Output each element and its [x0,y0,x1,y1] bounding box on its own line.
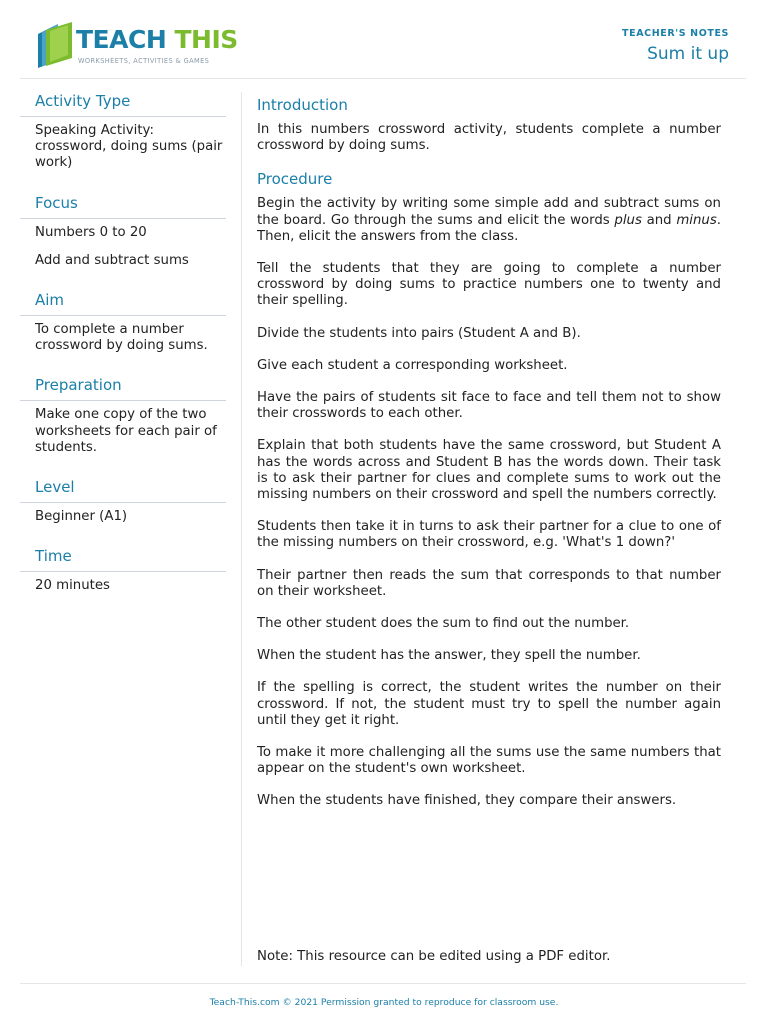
procedure-step: If the spelling is correct, the student writes the number on their crossword. If not, the student must try to spell the number again until they get it right. [257,680,721,728]
focus-item: Add and subtract sums [35,252,189,268]
aim-section [20,291,226,354]
footer-divider [20,983,746,984]
focus-item: Numbers 0 to 20 [35,224,147,240]
focus-list [20,219,226,269]
time-section [20,547,226,594]
logo-tagline: WORKSHEETS, ACTIVITIES & GAMES [78,57,210,65]
logo-wordmark: TEACH THIS [76,25,238,54]
activity-type-section [20,92,226,172]
procedure-step: When the student has the answer, they spell the number. [257,648,641,664]
level-text: Beginner (A1) [35,509,128,525]
time-text: 20 minutes [35,578,110,594]
activity-type-text: Speaking Activity: crossword, doing sums (pair work) [35,123,223,171]
preparation-text: Make one copy of the two worksheets for each pair of students. [35,407,217,455]
level-heading: Level [20,478,226,503]
book-logo-icon [36,22,76,68]
preparation-heading: Preparation [20,376,226,401]
column-divider [241,92,242,966]
pdf-editor-note: Note: This resource can be edited using a PDF editor. [257,949,611,964]
page-header [20,0,746,79]
procedure-step: Explain that both students have the same crossword, but Student A has the words across and Student B has the words down. Their task is to ask their partner for clues and complete sums to work out the missing numbers on their crossword and spell the numbers correctly. [257,438,721,503]
copyright-footer: Teach-This.com © 2021 Permission granted to reproduce for classroom use. [209,997,559,1008]
procedure-step: To make it more challenging all the sums use the same numbers that appear on the student's own worksheet. [257,745,721,777]
teach-this-logo [36,22,236,70]
procedure-step: Give each student a corresponding worksheet. [257,357,568,373]
focus-heading: Focus [20,194,226,219]
procedure-step: The other student does the sum to find out the number. [257,616,630,632]
aim-heading: Aim [20,291,226,316]
procedure-step: Tell the students that they are going to complete a number crossword by doing sums to practice numbers one to twenty and their spelling. [257,261,721,309]
main-content [257,92,721,826]
sidebar [20,92,226,616]
procedure-step: Begin the activity by writing some simple add and subtract sums on the board. Go through the sums and elicit the words plus and minus. Then, elicit the answers from the class. [257,196,721,244]
aim-text: To complete a number crossword by doing sums. [35,322,208,354]
procedure-step: Have the pairs of students sit face to face and tell them not to show their crosswords to each other. [257,390,721,422]
introduction-text: In this numbers crossword activity, students complete a number crossword by doing sums. [257,122,721,154]
procedure-step: Their partner then reads the sum that corresponds to that number on their worksheet. [257,567,721,599]
procedure-heading: Procedure [257,170,333,189]
page-title: Sum it up [647,44,729,64]
introduction-heading: Introduction [257,96,348,114]
focus-section [20,194,226,269]
procedure-step: Divide the students into pairs (Student A and B). [257,325,581,341]
time-heading: Time [20,547,226,572]
level-section [20,478,226,525]
teachers-notes-label: TEACHER'S NOTES [622,28,729,39]
preparation-section [20,376,226,456]
procedure-step: Students then take it in turns to ask their partner for a clue to one of the missing numbers on their crossword, e.g. 'What's 1 down?' [257,519,721,551]
activity-type-heading: Activity Type [20,92,226,117]
procedure-step: When the students have finished, they compare their answers. [257,793,677,809]
